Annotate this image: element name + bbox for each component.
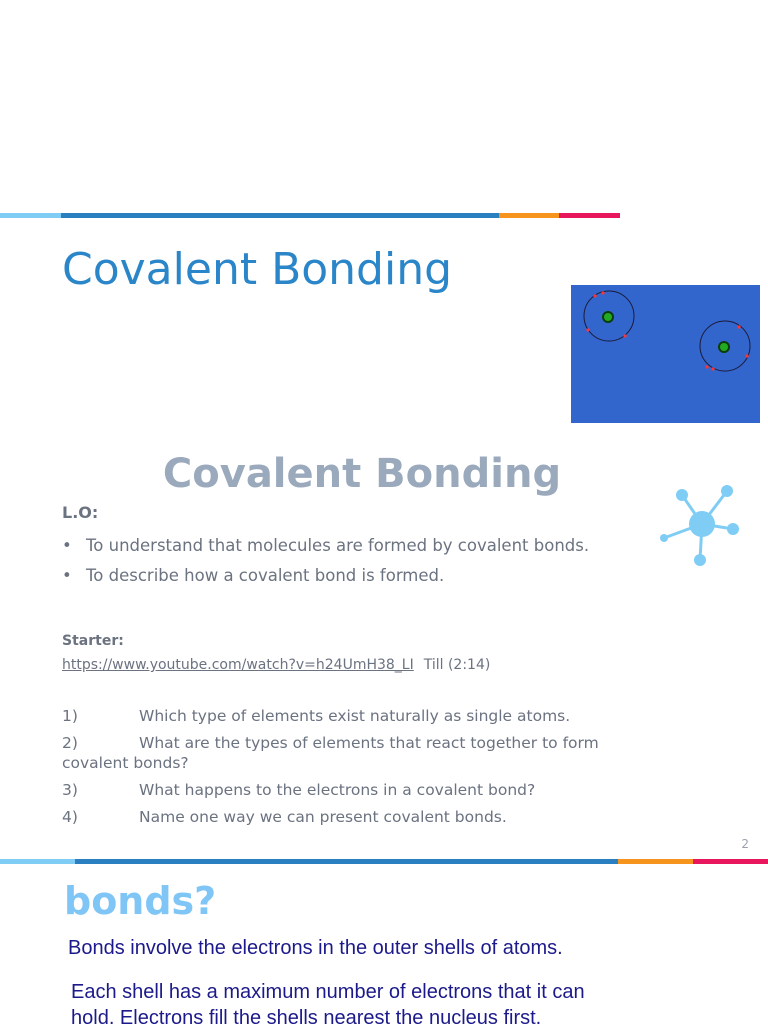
- question-text: Which type of elements exist naturally as single atoms.: [139, 707, 571, 725]
- next-slide-paragraph: Each shell has a maximum number of electrons that it can: [71, 981, 585, 1003]
- page-number: 2: [741, 837, 749, 851]
- objective-item: • To describe how a covalent bond is formed.: [62, 561, 589, 591]
- question-number: 1): [62, 707, 78, 725]
- top-divider-segment-pink: [559, 213, 620, 218]
- objective-item: • To understand that molecules are formed by covalent bonds.: [62, 531, 589, 561]
- questions-list: [62, 706, 662, 834]
- question-item: [62, 706, 662, 726]
- bottom-divider-segment-pink: [693, 859, 768, 864]
- question-item: [62, 733, 662, 773]
- next-slide-title: bonds?: [64, 879, 217, 923]
- next-slide-paragraph: hold. Electrons fill the shells nearest the nucleus first.: [71, 1007, 542, 1024]
- next-slide-preview: [0, 866, 768, 1024]
- objectives-list: [62, 531, 589, 591]
- till-text: Till (2:14): [423, 657, 491, 673]
- slide-title: Covalent Bonding: [62, 244, 453, 295]
- question-number: 4): [62, 808, 78, 826]
- bottom-divider-segment-blue: [75, 859, 618, 864]
- bottom-divider-segment-orange: [618, 859, 693, 864]
- starter-label: Starter:: [62, 633, 124, 649]
- top-divider-segment-light: [0, 213, 61, 218]
- lo-label: L.O:: [62, 503, 99, 522]
- molecule-icon: [656, 480, 744, 572]
- question-item: [62, 780, 662, 800]
- next-slide-paragraph: Bonds involve the electrons in the outer shells of atoms.: [68, 937, 563, 959]
- section-heading: Covalent Bonding: [162, 451, 562, 497]
- atoms-animation-icon: [571, 285, 760, 423]
- question-text: What are the types of elements that react together to form covalent bonds?: [62, 734, 599, 772]
- starter-link-line: [62, 657, 490, 673]
- top-divider-segment-orange: [499, 213, 559, 218]
- question-text: Name one way we can present covalent bonds.: [139, 808, 507, 826]
- youtube-link[interactable]: https://www.youtube.com/watch?v=h24UmH38_LI: [62, 657, 414, 673]
- bottom-divider-segment-light: [0, 859, 75, 864]
- question-number: 2): [62, 734, 78, 752]
- video-thumbnail[interactable]: [571, 285, 760, 423]
- question-text: What happens to the electrons in a covalent bond?: [139, 781, 536, 799]
- top-divider-segment-blue: [61, 213, 499, 218]
- question-item: [62, 807, 662, 827]
- question-number: 3): [62, 781, 78, 799]
